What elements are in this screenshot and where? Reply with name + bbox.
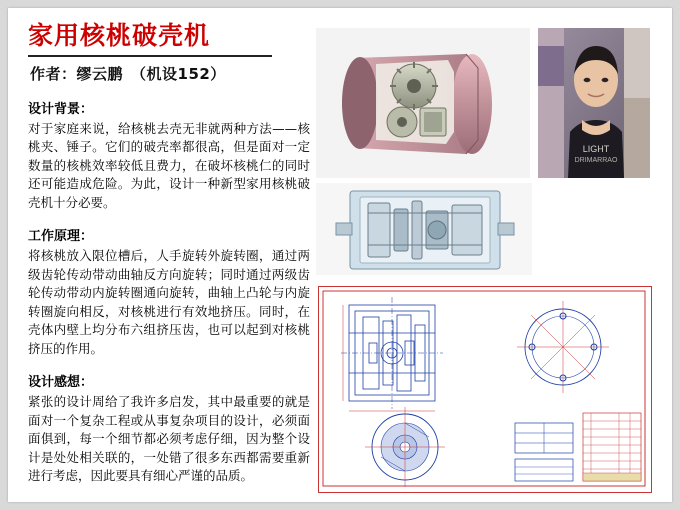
section-body: 将核桃放入限位槽后，人手旋转外旋转圈，通过两级齿轮传动带动曲轴反方向旋转；同时通过两级齿轮传动带动内旋转圈通向旋转，曲轴上凸轮与内旋转圈旋向相反，对核桃进行有效地挤压。同时，在壳体内壁上均分布六组挤压齿，也可以起到对核桃挤压的作用。 — [28, 248, 310, 356]
render-illustration — [316, 28, 530, 178]
page-title: 家用核桃破壳机 — [28, 21, 211, 50]
drawing-illustration — [319, 287, 649, 490]
section-background — [28, 98, 310, 213]
section-view-image — [316, 183, 532, 275]
title-block — [515, 423, 573, 481]
text-column — [28, 22, 310, 490]
poster-canvas — [8, 8, 672, 502]
parts-list — [583, 413, 641, 481]
author-photo-illustration — [538, 28, 650, 178]
render-image — [316, 28, 530, 178]
section-heading: 设计感想： — [28, 375, 94, 391]
author-line: 作者：缪云鹏 （机设152） — [30, 64, 226, 83]
section-principle — [28, 225, 310, 358]
section-body: 紧张的设计周给了我许多启发，其中最重要的就是面对一个复杂工程或从事复杂项目的设计，必须面面俱到，每一个细节都必须考虑仔细，因为整个设计是处处相关联的，一处错了很多东西都需要重新进行考虑，因此要具有细心严谨的品质。 — [28, 394, 310, 484]
author-photo — [538, 28, 650, 178]
section-view-illustration — [316, 183, 532, 275]
section-body: 对于家庭来说，给核桃去壳无非就两种方法——核桃夹、锤子。它们的破壳率都很高，但是面对一定数量的核桃效率较低且费力，在破坏核桃仁的同时还可能造成危险。为此，设计一种新型家用核桃破壳机十分必要。 — [28, 120, 310, 210]
svg-text:LIGHT: LIGHT — [582, 144, 610, 154]
section-heading: 设计背景： — [28, 101, 94, 117]
title-underline — [28, 55, 272, 57]
section-heading: 工作原理： — [28, 229, 94, 245]
section-reflection — [28, 371, 310, 486]
engineering-drawing — [318, 286, 652, 493]
svg-text:DRIMARRAO: DRIMARRAO — [574, 157, 618, 164]
